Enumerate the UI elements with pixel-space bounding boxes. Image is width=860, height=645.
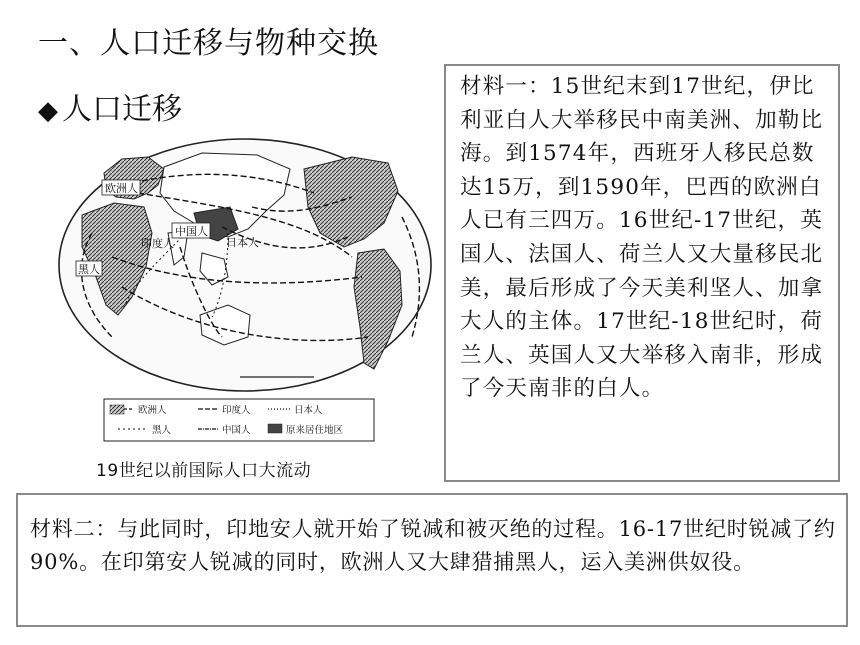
material-two-box xyxy=(16,493,848,627)
migration-map xyxy=(52,137,438,447)
label-japanese: 日本人 xyxy=(226,236,259,249)
legend-japanese: 日本人 xyxy=(294,405,323,416)
legend-europeans: 欧洲人 xyxy=(138,405,167,416)
material-two-text: 材料二：与此同时，印地安人就开始了锐减和被灭绝的过程。16-17世纪时锐减了约90%。在印第安人锐减的同时，欧洲人又大肆猎捕黑人，运入美洲供奴役。 xyxy=(30,517,836,574)
legend-blacks: 黑人 xyxy=(152,425,172,436)
page-title: 一、人口迁移与物种交换 xyxy=(38,26,379,61)
label-blacks xyxy=(76,261,102,276)
svg-text:中国人: 中国人 xyxy=(175,225,208,238)
material-one-box xyxy=(444,64,840,482)
legend-indians: 印度人 xyxy=(222,405,251,416)
label-europeans xyxy=(102,180,140,195)
svg-text:黑人: 黑人 xyxy=(78,263,100,276)
map-caption: 19世纪以前国际人口大流动 xyxy=(96,461,312,481)
material-one-text: 材料一：15世纪末到17世纪，伊比利亚白人大举移民中南美洲、加勒比海。到1574年，西班牙人移民总数达15万，到1590年，巴西的欧洲白人已有三四万。16世纪-17世纪，英国人、法国人、荷兰人又大量移民北美，最后形成了今天美利坚人、加拿大人的主体。17世纪-18世纪时，荷兰人、英国人又大举移入南非，形成了今天南非的白人。 xyxy=(460,74,824,402)
svg-text:欧洲人: 欧洲人 xyxy=(105,182,138,195)
label-indians: 印度人 xyxy=(141,237,174,250)
legend-chinese: 中国人 xyxy=(222,425,251,436)
label-chinese xyxy=(172,223,210,238)
legend-original-area: 原来居住地区 xyxy=(286,425,344,436)
map-legend xyxy=(104,399,374,441)
subtitle-text: 人口迁移 xyxy=(62,92,182,127)
diamond-bullet-icon: ◆ xyxy=(38,96,58,126)
section-subtitle xyxy=(38,84,182,128)
